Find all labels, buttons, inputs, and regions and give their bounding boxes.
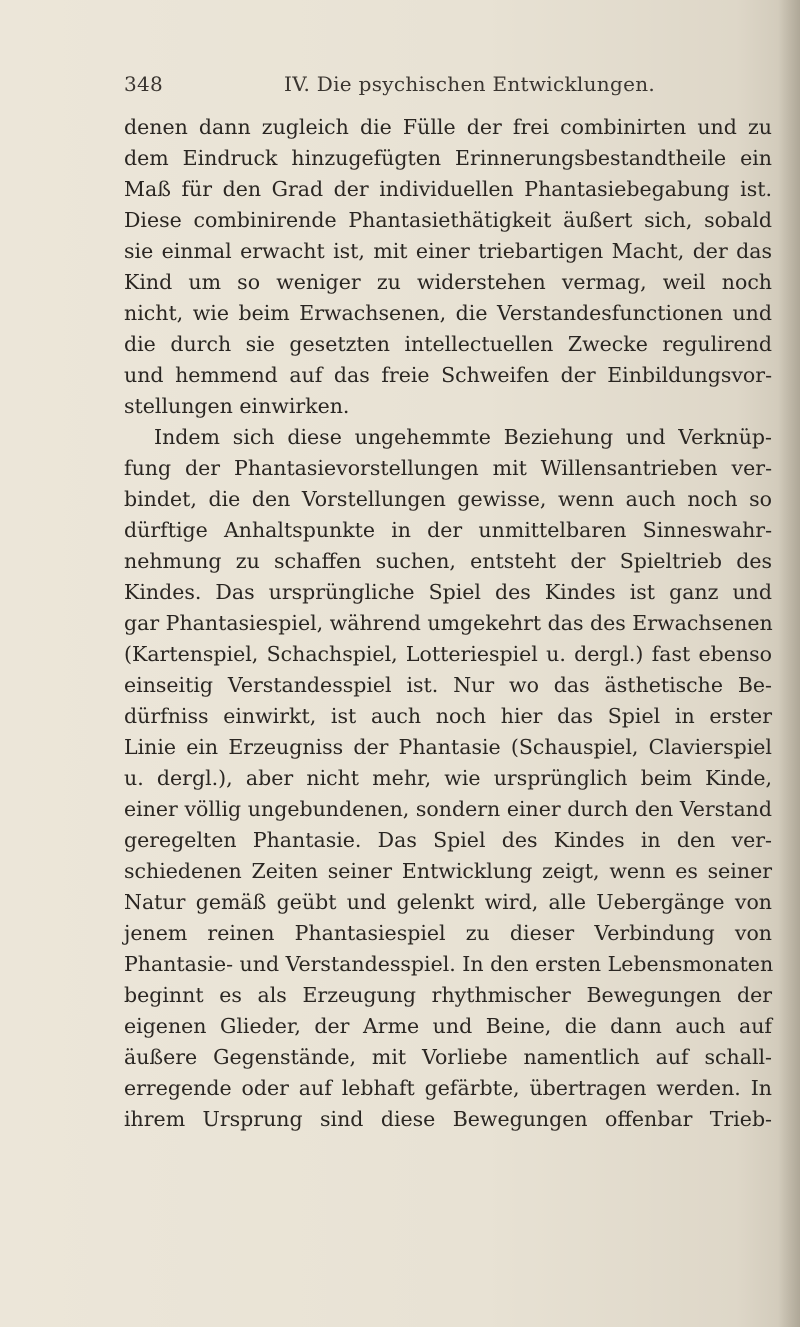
page-number: 348 — [124, 72, 164, 96]
text-line: Maß für den Grad der individuellen Phantasiebegabung ist. — [124, 177, 772, 201]
text-line: Kind um so weniger zu widerstehen vermag, weil noch — [124, 270, 772, 294]
paragraph-start-line: Indem sich diese ungehemmte Beziehung und Verknüp- — [154, 425, 772, 449]
text-line: Natur gemäß geübt und gelenkt wird, alle Uebergänge von — [124, 890, 772, 914]
page-header — [124, 72, 764, 102]
text-line: die durch sie gesetzten intellectuellen Zwecke regulirend — [124, 332, 772, 356]
text-line: geregelten Phantasie. Das Spiel des Kindes in den ver- — [124, 828, 772, 852]
text-line: eigenen Glieder, der Arme und Beine, die dann auch auf — [124, 1014, 772, 1038]
body-text — [124, 112, 772, 1135]
page-edge-shadow — [778, 0, 800, 1327]
text-line: erregende oder auf lebhaft gefärbte, übertragen werden. In — [124, 1076, 772, 1100]
text-line: Diese combinirende Phantasiethätigkeit äußert sich, sobald — [124, 208, 772, 232]
text-line: einseitig Verstandesspiel ist. Nur wo das ästhetische Be- — [124, 673, 772, 697]
text-line: stellungen einwirken. — [124, 394, 350, 418]
text-line: dem Eindruck hinzugefügten Erinnerungsbestandtheile ein — [124, 146, 772, 170]
text-line: u. dergl.), aber nicht mehr, wie ursprünglich beim Kinde, — [124, 766, 772, 790]
text-line: sie einmal erwacht ist, mit einer triebartigen Macht, der das — [124, 239, 772, 263]
text-line: schiedenen Zeiten seiner Entwicklung zeigt, wenn es seiner — [124, 859, 772, 883]
text-line: fung der Phantasievorstellungen mit Willensantrieben ver- — [124, 456, 772, 480]
text-line: nehmung zu schaffen suchen, entsteht der Spieltrieb des — [124, 549, 772, 573]
text-line: einer völlig ungebundenen, sondern einer durch den Verstand — [124, 797, 772, 821]
text-line: und hemmend auf das freie Schweifen der Einbildungsvor- — [124, 363, 772, 387]
text-line: ihrem Ursprung sind diese Bewegungen offenbar Trieb- — [124, 1107, 772, 1131]
text-line: Phantasie- und Verstandesspiel. In den ersten Lebensmonaten — [124, 952, 774, 976]
text-line: äußere Gegenstände, mit Vorliebe namentlich auf schall- — [124, 1045, 772, 1069]
text-line: Kindes. Das ursprüngliche Spiel des Kindes ist ganz und — [124, 580, 772, 604]
text-line: nicht, wie beim Erwachsenen, die Verstandesfunctionen und — [124, 301, 772, 325]
running-head: IV. Die psychischen Entwicklungen. — [284, 72, 656, 96]
text-line: dürfniss einwirkt, ist auch noch hier das Spiel in erster — [124, 704, 772, 728]
text-line: bindet, die den Vorstellungen gewisse, wenn auch noch so — [124, 487, 772, 511]
text-line: dürftige Anhaltspunkte in der unmittelbaren Sinneswahr- — [124, 518, 772, 542]
text-line: (Kartenspiel, Schachspiel, Lotteriespiel u. dergl.) fast ebenso — [124, 642, 772, 666]
text-line: jenem reinen Phantasiespiel zu dieser Verbindung von — [124, 921, 772, 945]
text-line: gar Phantasiespiel, während umgekehrt das des Erwachsenen — [124, 611, 773, 635]
text-line: beginnt es als Erzeugung rhythmischer Bewegungen der — [124, 983, 772, 1007]
text-line: denen dann zugleich die Fülle der frei combinirten und zu — [124, 115, 772, 139]
text-line: Linie ein Erzeugniss der Phantasie (Schauspiel, Clavierspiel — [124, 735, 772, 759]
